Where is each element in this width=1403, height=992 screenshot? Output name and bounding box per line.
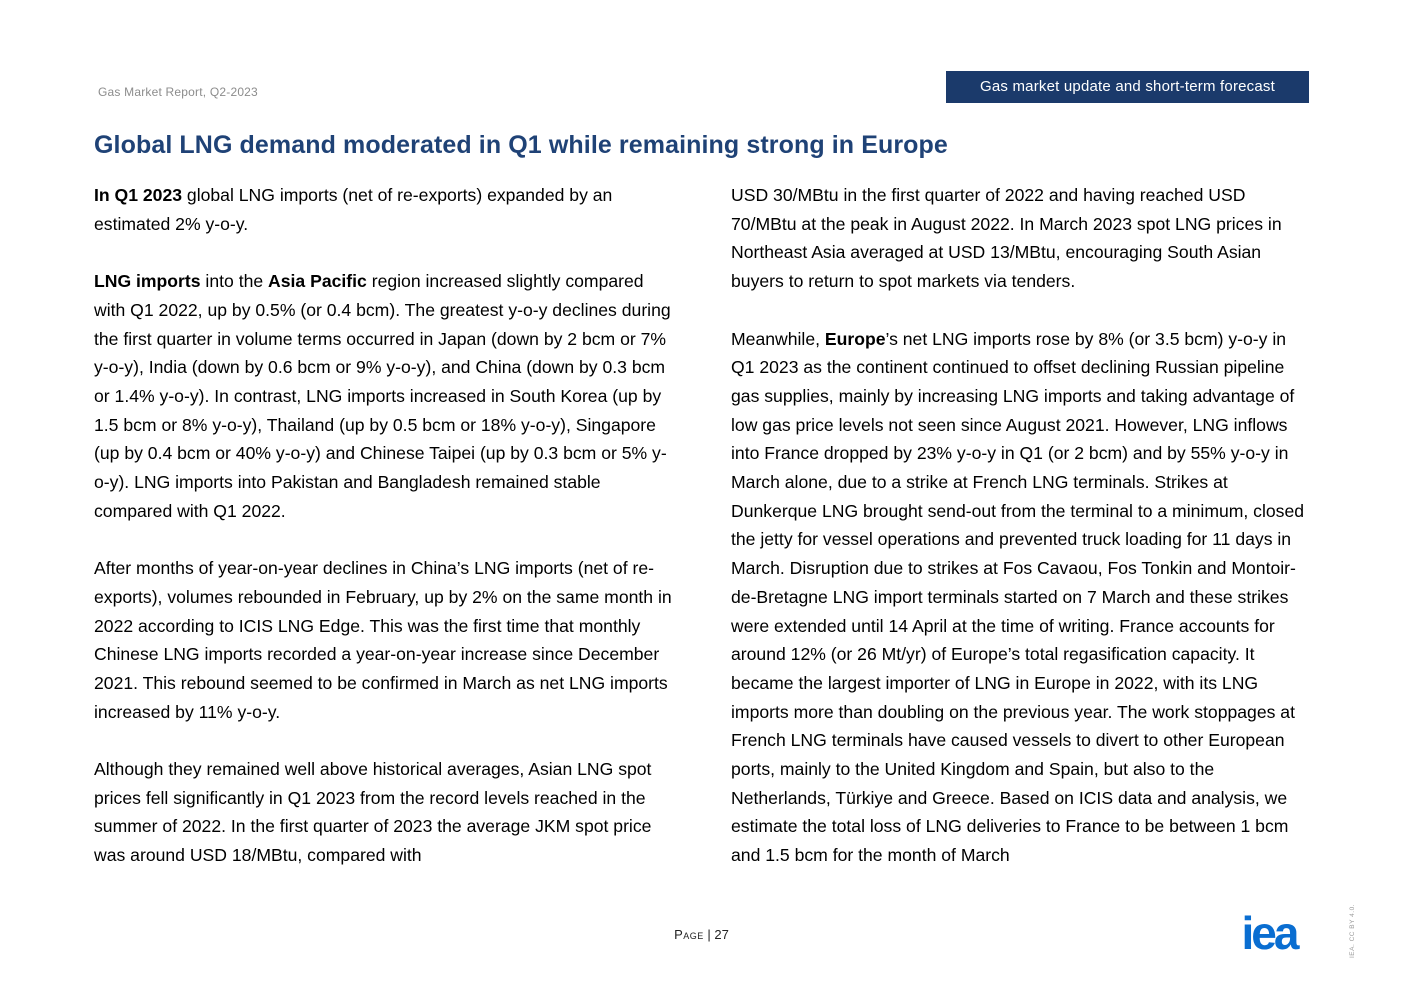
bold-text: LNG imports xyxy=(94,271,201,292)
report-label: Gas Market Report, Q2-2023 xyxy=(98,85,258,99)
paragraph: Although they remained well above historical averages, Asian LNG spot prices fell significantly in Q1 2023 from the record levels reached in the summer of 2022. In the first quarter of 2023 the average JKM spot price was around USD 18/MBtu, compared with xyxy=(94,759,652,866)
paragraph-text: Meanwhile, xyxy=(731,328,825,349)
left-column xyxy=(94,181,674,870)
page-number-value: 27 xyxy=(714,927,729,942)
paragraph: After months of year-on-year declines in China’s LNG imports (net of re-exports), volumes rebounded in February, up by 2% on the same month in 2022 according to ICIS LNG Edge. This was the first time that monthly Chinese LNG imports recorded a year-on-year increase since December 2021. This rebound seemed to be confirmed in March as net LNG imports increased by 11% y-o-y. xyxy=(94,558,672,722)
paragraph-text: into the xyxy=(200,271,269,292)
paragraph: USD 30/MBtu in the first quarter of 2022 and having reached USD 70/MBtu at the peak in August 2022. In March 2023 spot LNG prices in Northeast Asia averaged at USD 13/MBtu, encouraging South Asian buyers to return to spot markets via tenders. xyxy=(731,185,1282,292)
license-text: IEA. CC BY 4.0. xyxy=(1349,904,1356,958)
bold-text: Europe xyxy=(824,328,886,349)
page-title: Global LNG demand moderated in Q1 while remaining strong in Europe xyxy=(94,131,948,159)
paragraph-text: region increased slightly compared with Q1 2022, up by 0.5% (or 0.4 bcm). The greatest y-o-y declines during the first quarter in volume terms occurred in Japan (down by 2 bcm or 7% y-o-y), India (down by 0.6 bcm or 9% y-o-y), and China (down by 0.3 bcm or 1.4% y-o-y). In contrast, LNG imports increased in South Korea (up by 1.5 bcm or 8% y-o-y), Thailand (up by 0.5 bcm or 18% y-o-y), Singapore (up by 0.4 bcm or 40% y-o-y) and Chinese Taipei (up by 0.3 bcm or 5% y-o-y). LNG imports into Pakistan and Bangladesh remained stable compared with Q1 2022. xyxy=(94,271,671,521)
page-label: Page xyxy=(674,927,704,942)
paragraph-text: ’s net LNG imports rose by 8% (or 3.5 bcm) y-o-y in Q1 2023 as the continent continued to offset declining Russian pipeline gas supplies, mainly by increasing LNG imports and taking advantage of low gas price levels not seen since August 2021. However, LNG inflows into France dropped by 23% y-o-y in Q1 (or 2 bcm) and by 55% y-o-y in March alone, due to a strike at French LNG terminals. Strikes at Dunkerque LNG brought send-out from the terminal to a minimum, closed the jetty for vessel operations and prevented truck loading for 11 days in March. Disruption due to strikes at Fos Cavaou, Fos Tonkin and Montoir-de-Bretagne LNG import terminals started on 7 March and these strikes were extended until 14 April at the time of writing. France accounts for around 12% (or 26 Mt/yr) of Europe’s total regasification capacity. It became the largest importer of LNG in Europe in 2022, with its LNG imports more than doubling on the previous year. The work stoppages at French LNG terminals have caused vessels to divert to other European ports, mainly to the United Kingdom and Spain, but also to the Netherlands, Türkiye and Greece. Based on ICIS data and analysis, we estimate the total loss of LNG deliveries to France to be between 1 bcm and 1.5 bcm for the month of March xyxy=(731,328,1305,866)
iea-logo xyxy=(1229,915,1309,953)
page-number xyxy=(0,927,1403,942)
bold-text: In Q1 2023 xyxy=(94,185,183,205)
paragraph xyxy=(731,325,1311,870)
logo-text: iea xyxy=(1241,915,1297,953)
bold-text: Asia Pacific xyxy=(268,271,367,292)
paragraph xyxy=(94,181,674,238)
page-separator: | xyxy=(703,927,715,942)
right-column xyxy=(731,181,1311,870)
section-banner: Gas market update and short-term forecast xyxy=(946,71,1309,103)
paragraph xyxy=(94,267,674,525)
paragraph-text: global LNG imports (net of re-exports) expanded by an estimated 2% y-o-y. xyxy=(94,185,613,234)
